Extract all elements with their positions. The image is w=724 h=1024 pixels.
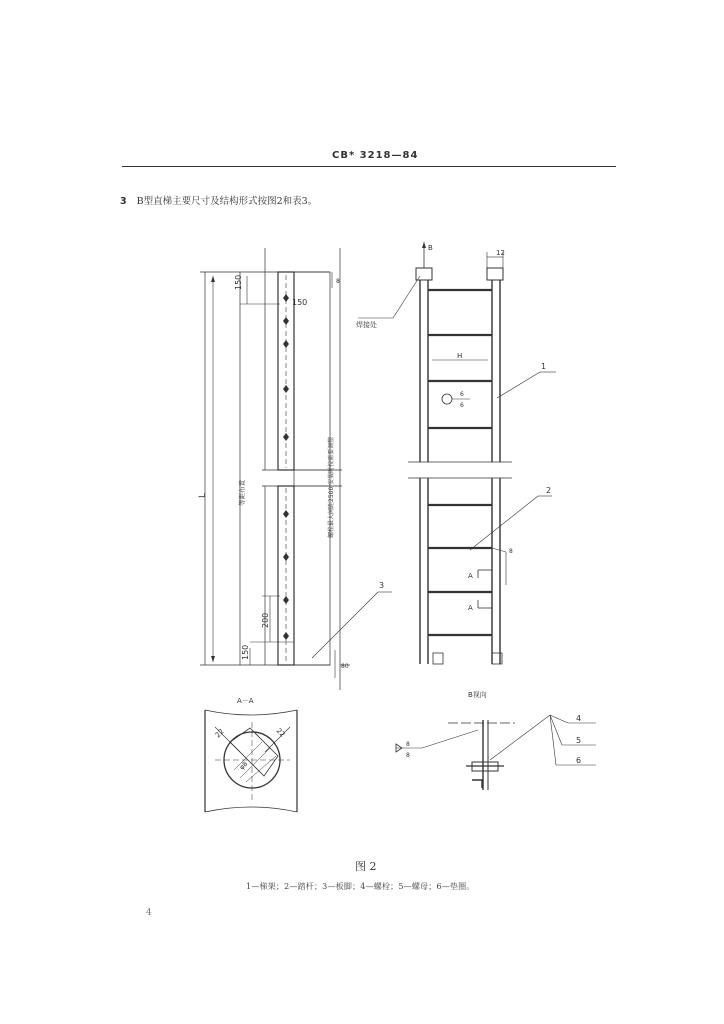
- view-b-title: B视向: [468, 691, 487, 699]
- callout-4: 4: [576, 714, 582, 723]
- dim-80-bottom: 80: [341, 663, 349, 670]
- margin-mark: 4: [146, 908, 152, 918]
- figure-legend: 1—梯架；2—踏杆；3—板脚；4—螺栓；5—螺母；6—垫圈。: [246, 882, 475, 891]
- view-b: [396, 715, 596, 790]
- side-elevation-view: [200, 248, 392, 690]
- dim-phi-8: φ8: [237, 759, 250, 772]
- front-elevation-view: [358, 242, 556, 664]
- label-a-mark-2: A: [468, 604, 473, 612]
- dim-150-top: 150: [234, 274, 243, 290]
- weld-6-bottom: 6: [460, 402, 464, 409]
- dim-22-right: 22: [274, 726, 287, 739]
- callout-3: 3: [379, 581, 385, 590]
- clause-number: 3: [120, 196, 127, 207]
- weld-6-top: 6: [460, 391, 464, 398]
- callout-2: 2: [546, 486, 552, 495]
- label-arrow-b: B: [428, 244, 433, 252]
- figure-caption: 图 2: [355, 860, 377, 873]
- weld-8-bottom: 8: [406, 752, 410, 759]
- note-weld-location: 焊接处: [356, 321, 377, 329]
- dim-150-side: 150: [292, 298, 308, 307]
- dim-8-top: 8: [336, 278, 340, 285]
- clause-text: B型直梯主要尺寸及结构形式按图2和表3。: [136, 196, 318, 207]
- callout-5: 5: [576, 736, 582, 745]
- label-H: H: [457, 352, 463, 360]
- note-equal-spacing: 等距布置: [238, 480, 246, 506]
- note-bolt-spacing: 螺栓最大间距2500 安装时按需要调整: [328, 436, 335, 538]
- callout-6: 6: [576, 756, 582, 765]
- dim-12-right: 12: [496, 249, 505, 257]
- callout-1: 1: [541, 362, 547, 371]
- section-a-a-view: [205, 710, 297, 812]
- standard-number: CB* 3218—84: [332, 150, 419, 161]
- dim-150-bottom: 150: [241, 644, 250, 660]
- dim-200: 200: [261, 612, 270, 628]
- section-a-a-title: A－A: [237, 697, 254, 705]
- weld-8-top: 8: [406, 741, 410, 748]
- weld-8: 8: [509, 548, 513, 555]
- dim-L: L: [198, 492, 208, 498]
- label-a-mark-1: A: [468, 572, 473, 580]
- dim-22-left: 22: [213, 727, 226, 740]
